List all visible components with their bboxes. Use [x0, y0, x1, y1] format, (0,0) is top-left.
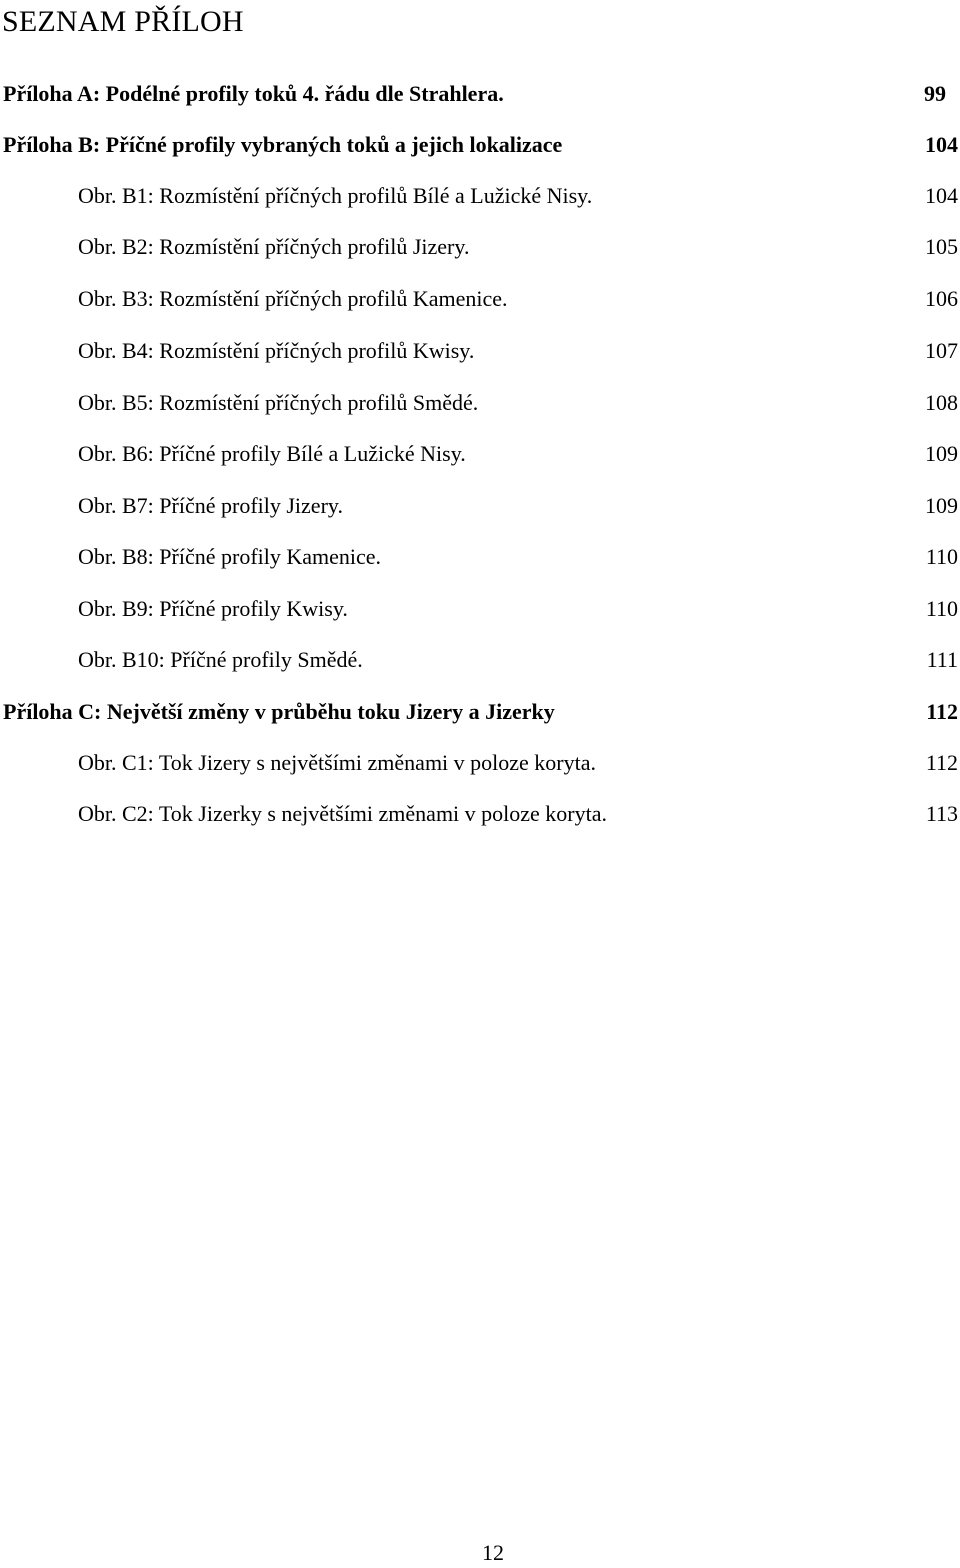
toc-entry-page: 99 [924, 81, 946, 106]
toc-entry-label: Obr. C2: Tok Jizerky s největšími změnami v poloze koryta. [78, 801, 608, 826]
toc-entry-label: Obr. B1: Rozmístění příčných profilů Bílé a Lužické Nisy. [78, 183, 593, 208]
toc-entry-label: Obr. B6: Příčné profily Bílé a Lužické Nisy. [78, 441, 466, 466]
toc-entry-page: 110 [925, 596, 958, 621]
toc-entry-page: 113 [925, 801, 958, 826]
toc-entry-label: Obr. B2: Rozmístění příčných profilů Jizery. [78, 234, 470, 259]
toc-entry-page: 110 [925, 544, 958, 569]
toc-entry-figure-b2[interactable] [0, 231, 960, 263]
toc-entry-page: 112 [925, 750, 958, 775]
toc-entry-appendix-c[interactable] [0, 696, 960, 728]
toc-entry-label: Obr. B3: Rozmístění příčných profilů Kamenice. [78, 286, 508, 311]
toc-entry-page: 108 [925, 390, 958, 415]
toc-entry-figure-b1[interactable] [0, 180, 960, 212]
toc-entry-page: 105 [925, 234, 958, 259]
toc-entry-appendix-a[interactable] [0, 78, 960, 110]
toc-entry-label: Obr. B4: Rozmístění příčných profilů Kwisy. [78, 338, 475, 363]
toc-entry-label: Příloha A: Podélné profily toků 4. řádu dle Strahlera. [3, 81, 504, 106]
toc-entry-figure-b3[interactable] [0, 283, 960, 315]
toc-entry-appendix-b[interactable] [0, 129, 960, 161]
toc-entry-page: 112 [926, 699, 958, 724]
toc-entry-page: 107 [925, 338, 958, 363]
toc-entry-figure-b9[interactable] [0, 593, 960, 625]
toc-entry-page: 104 [925, 183, 958, 208]
toc-entry-figure-b5[interactable] [0, 387, 960, 419]
toc-entry-label: Obr. C1: Tok Jizery s největšími změnami v poloze koryta. [78, 750, 597, 775]
toc-entry-page: 104 [925, 132, 958, 157]
toc-entry-figure-c2[interactable] [0, 798, 960, 830]
toc-entry-label: Obr. B9: Příčné profily Kwisy. [78, 596, 348, 621]
toc-entry-figure-b6[interactable] [0, 438, 960, 470]
page-number: 12 [482, 1540, 504, 1565]
toc-entry-figure-b10[interactable] [0, 644, 960, 676]
toc-entry-page: 106 [925, 286, 958, 311]
toc-entry-figure-b4[interactable] [0, 335, 960, 367]
toc-entry-label: Obr. B8: Příčné profily Kamenice. [78, 544, 382, 569]
toc-entry-page: 109 [925, 493, 958, 518]
toc-entry-label: Obr. B5: Rozmístění příčných profilů Smědé. [78, 390, 479, 415]
page-title: SEZNAM PŘÍLOH [2, 5, 244, 38]
toc-entry-page: 111 [926, 647, 958, 672]
toc-entry-label: Příloha B: Příčné profily vybraných toků a jejich lokalizace [3, 132, 563, 157]
toc-entry-label: Obr. B10: Příčné profily Smědé. [78, 647, 363, 672]
toc-entry-page: 109 [925, 441, 958, 466]
toc-entry-figure-c1[interactable] [0, 747, 960, 779]
toc-entry-figure-b7[interactable] [0, 490, 960, 522]
toc-entry-label: Obr. B7: Příčné profily Jizery. [78, 493, 343, 518]
toc-entry-label: Příloha C: Největší změny v průběhu toku Jizery a Jizerky [3, 699, 555, 724]
toc-entry-figure-b8[interactable] [0, 541, 960, 573]
